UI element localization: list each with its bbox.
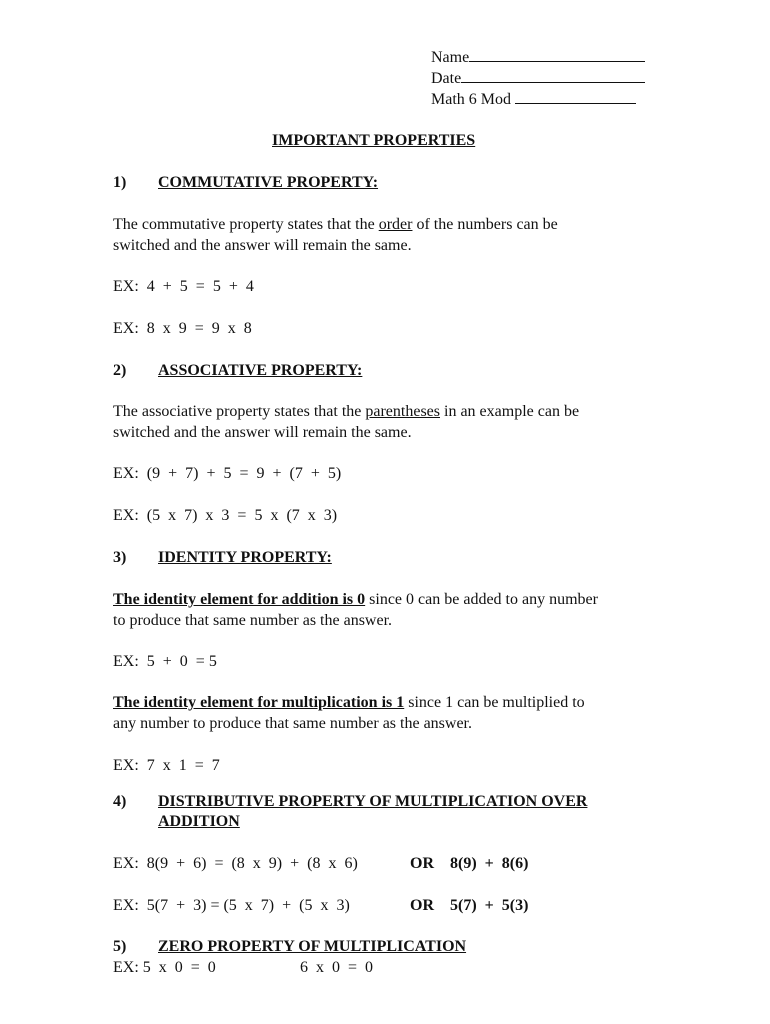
- distributive-example-1: EX: 8(9 + 6) = (8 x 9) + (8 x 6): [113, 855, 358, 872]
- section-4-heading-line1: DISTRIBUTIVE PROPERTY OF MULTIPLICATION OVER: [158, 793, 588, 810]
- mod-field: [431, 90, 636, 110]
- mod-label: Math 6 Mod: [431, 91, 515, 108]
- section-5-heading: ZERO PROPERTY OF MULTIPLICATION: [158, 938, 467, 955]
- distributive-example-2: EX: 5(7 + 3) = (5 x 7) + (5 x 3): [113, 897, 350, 914]
- section-1-heading: COMMUTATIVE PROPERTY:: [158, 174, 379, 191]
- commutative-text-line2: switched and the answer will remain the same.: [113, 237, 412, 254]
- commutative-text-line1: [113, 215, 558, 235]
- section-3-heading: IDENTITY PROPERTY:: [158, 549, 332, 566]
- identity-multiplication-line1: [113, 693, 585, 713]
- section-2-heading: ASSOCIATIVE PROPERTY:: [158, 362, 363, 379]
- text-part: since 1 can be multiplied to: [404, 694, 585, 711]
- name-label: Name: [431, 49, 470, 66]
- key-word: order: [378, 216, 413, 233]
- associative-text-line2: switched and the answer will remain the same.: [113, 424, 412, 441]
- zero-example-a: EX: 5 x 0 = 0: [113, 959, 216, 976]
- section-4-number: 4): [113, 793, 127, 810]
- section-4-heading-line2: ADDITION: [158, 813, 240, 830]
- section-2-number: 2): [113, 362, 127, 379]
- mod-blank: [515, 103, 636, 104]
- date-field: [431, 69, 645, 89]
- section-5-number: 5): [113, 938, 127, 955]
- text-part: of the numbers can be: [412, 216, 558, 233]
- date-label: Date: [431, 70, 462, 87]
- name-blank: [469, 61, 645, 62]
- commutative-example-1: EX: 4 + 5 = 5 + 4: [113, 278, 254, 295]
- associative-example-2: EX: (5 x 7) x 3 = 5 x (7 x 3): [113, 507, 338, 524]
- associative-text-line1: [113, 402, 579, 422]
- identity-addition-line2: to produce that same number as the answer.: [113, 612, 393, 629]
- text-part: The associative property states that the: [113, 403, 366, 420]
- distributive-example-1-or: OR 8(9) + 8(6): [410, 855, 529, 872]
- zero-example-b: 6 x 0 = 0: [300, 959, 374, 976]
- associative-example-1: EX: (9 + 7) + 5 = 9 + (7 + 5): [113, 465, 342, 482]
- date-blank: [461, 82, 645, 83]
- text-part: The commutative property states that the: [113, 216, 379, 233]
- identity-addition-line1: [113, 590, 598, 610]
- distributive-example-2-or: OR 5(7) + 5(3): [410, 897, 529, 914]
- section-3-number: 3): [113, 549, 127, 566]
- page-title: IMPORTANT PROPERTIES: [272, 132, 476, 149]
- name-field: [431, 48, 645, 68]
- identity-addition-rule: The identity element for addition is 0: [113, 591, 366, 608]
- text-part: in an example can be: [440, 403, 580, 420]
- key-word: parentheses: [365, 403, 440, 420]
- identity-multiplication-rule: The identity element for multiplication is 1: [113, 694, 405, 711]
- identity-multiplication-example: EX: 7 x 1 = 7: [113, 757, 220, 774]
- commutative-example-2: EX: 8 x 9 = 9 x 8: [113, 320, 252, 337]
- section-1-number: 1): [113, 174, 127, 191]
- text-part: since 0 can be added to any number: [365, 591, 598, 608]
- identity-multiplication-line2: any number to produce that same number as the answer.: [113, 715, 472, 732]
- identity-addition-example: EX: 5 + 0 = 5: [113, 653, 217, 670]
